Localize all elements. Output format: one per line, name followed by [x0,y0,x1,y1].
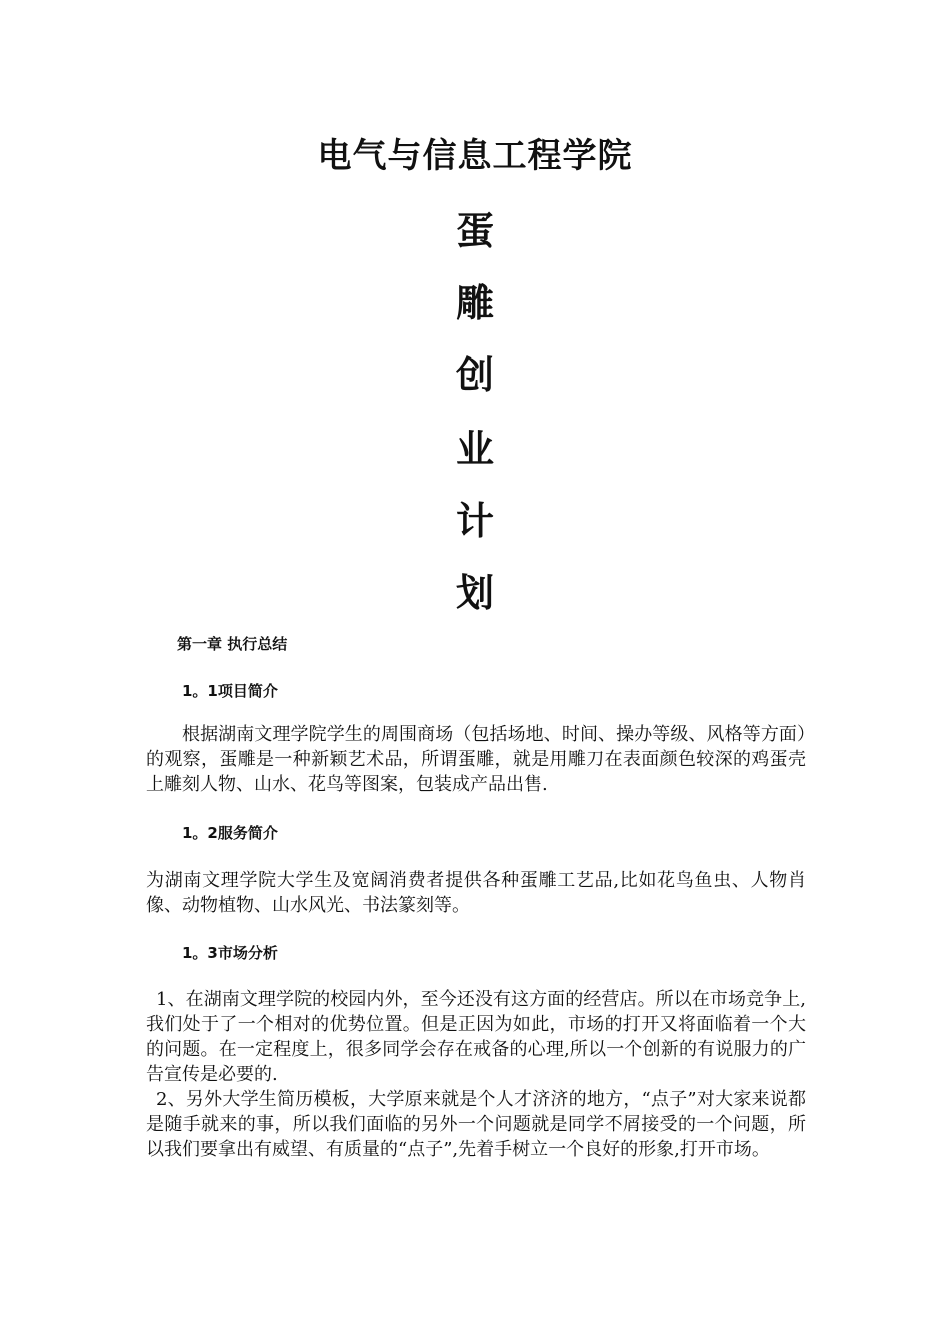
section-text-1-2 [146,868,806,918]
section-heading-1-2: 1。2服务简介 [182,824,278,842]
section-text-1-3 [146,987,806,1162]
title-char-6: 划 [455,571,494,615]
section-heading-1-1: 1。1项目简介 [182,682,278,700]
title-char-1: 蛋 [455,209,494,253]
title-char-5: 计 [455,499,494,543]
title-char-2: 雕 [455,281,494,325]
title-char-4: 业 [455,427,494,471]
paragraph: 为湖南文理学院大学生及宽阔消费者提供各种蛋雕工艺品,比如花鸟鱼虫、人物肖像、动物植物、山水风光、书法篆刻等。 [146,870,806,916]
section-text-1-1 [146,722,806,797]
paragraph: 2、另外大学生简历模板，大学原来就是个人才济济的地方，“点子”对大家来说都是随手就来的事，所以我们面临的另外一个问题就是同学不屑接受的一个问题，所以我们要拿出有威望、有质量的“点子”,先着手树立一个良好的形象,打开市场。 [146,1089,806,1160]
section-heading-1-3: 1。3市场分析 [182,944,278,962]
paragraph: 1、在湖南文理学院的校园内外，至今还没有这方面的经营店。所以在市场竞争上,我们处于了一个相对的优势位置。但是正因为如此，市场的打开又将面临着一个大的问题。在一定程度上，很多同学会存在戒备的心理,所以一个创新的有说服力的广告宣传是必要的. [146,989,806,1085]
title-char-3: 创 [455,353,494,397]
chapter-heading: 第一章 执行总结 [177,635,288,653]
school-name: 电气与信息工程学院 [317,136,633,176]
paragraph: 根据湖南文理学院学生的周围商场（包括场地、时间、操办等级、风格等方面）的观察，蛋雕是一种新颖艺术品，所谓蛋雕，就是用雕刀在表面颜色较深的鸡蛋壳上雕刻人物、山水、花鸟等图案，包装成产品出售. [146,724,806,795]
